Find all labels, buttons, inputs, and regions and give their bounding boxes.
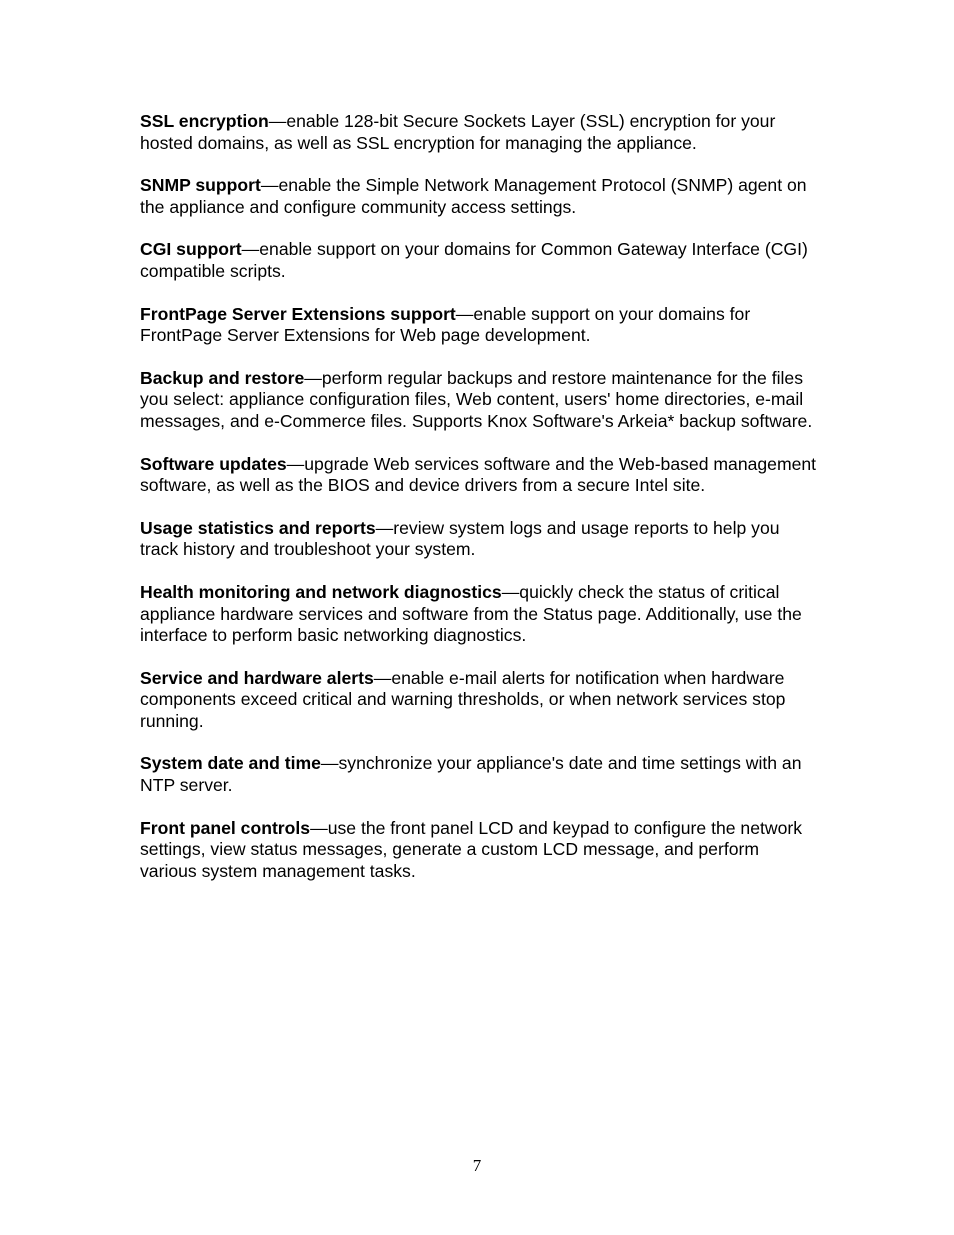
- feature-list: [140, 111, 820, 903]
- feature-frontpage-extensions: [140, 304, 820, 347]
- feature-system-date-time: [140, 753, 820, 796]
- feature-description: —enable the Simple Network Management Protocol (SNMP) agent on the appliance and configure community access settings.: [140, 175, 807, 217]
- feature-description: —use the front panel LCD and keypad to configure the network settings, view status messages, generate a custom LCD message, and perform various system management tasks.: [140, 817, 803, 881]
- feature-term: Health monitoring and network diagnostics: [140, 581, 502, 602]
- feature-description: —synchronize your appliance's date and time settings with an NTP server.: [140, 753, 802, 796]
- feature-term: FrontPage Server Extensions support: [140, 303, 456, 324]
- feature-term: SSL encryption: [140, 111, 269, 131]
- feature-service-alerts: [140, 668, 820, 733]
- feature-term: CGI support: [140, 239, 242, 260]
- feature-term: Software updates: [140, 453, 287, 474]
- page-number: 7: [472, 1156, 482, 1175]
- feature-health-monitoring: [140, 582, 820, 647]
- feature-software-updates: [140, 454, 820, 497]
- feature-term: SNMP support: [140, 175, 261, 196]
- feature-description: —review system logs and usage reports to help you track history and troubleshoot your system.: [140, 517, 780, 560]
- feature-description: —enable support on your domains for Common Gateway Interface (CGI) compatible scripts.: [140, 239, 808, 281]
- feature-usage-statistics: [140, 518, 820, 561]
- feature-description: —enable support on your domains for FrontPage Server Extensions for Web page development.: [140, 303, 751, 346]
- feature-term: System date and time: [140, 753, 321, 774]
- feature-description: —quickly check the status of critical appliance hardware services and software from the Status page. Additionally, use the interface to perform basic networking diagnostics.: [140, 581, 802, 646]
- feature-description: —enable 128-bit Secure Sockets Layer (SSL) encryption for your hosted domains, as well as SSL encryption for managing the appliance.: [140, 111, 776, 153]
- feature-cgi-support: [140, 239, 820, 282]
- feature-term: Usage statistics and reports: [140, 517, 376, 538]
- feature-term: Backup and restore: [140, 367, 305, 388]
- feature-description: —enable e-mail alerts for notification when hardware components exceed critical and warning thresholds, or when network services stop running.: [140, 667, 786, 731]
- feature-ssl-encryption: [140, 111, 820, 154]
- feature-snmp-support: [140, 175, 820, 218]
- feature-term: Service and hardware alerts: [140, 667, 374, 688]
- feature-backup-restore: [140, 368, 820, 433]
- feature-front-panel-controls: [140, 818, 820, 883]
- feature-description: —perform regular backups and restore maintenance for the files you select: appliance configuration files, Web content, users' home directories, e-mail messages, and e-Commerce files. Supports Knox Software's Arkeia* backup software.: [140, 367, 813, 431]
- feature-description: —upgrade Web services software and the Web-based management software, as well as the BIOS and device drivers from a secure Intel site.: [140, 453, 817, 496]
- feature-term: Front panel controls: [140, 817, 311, 838]
